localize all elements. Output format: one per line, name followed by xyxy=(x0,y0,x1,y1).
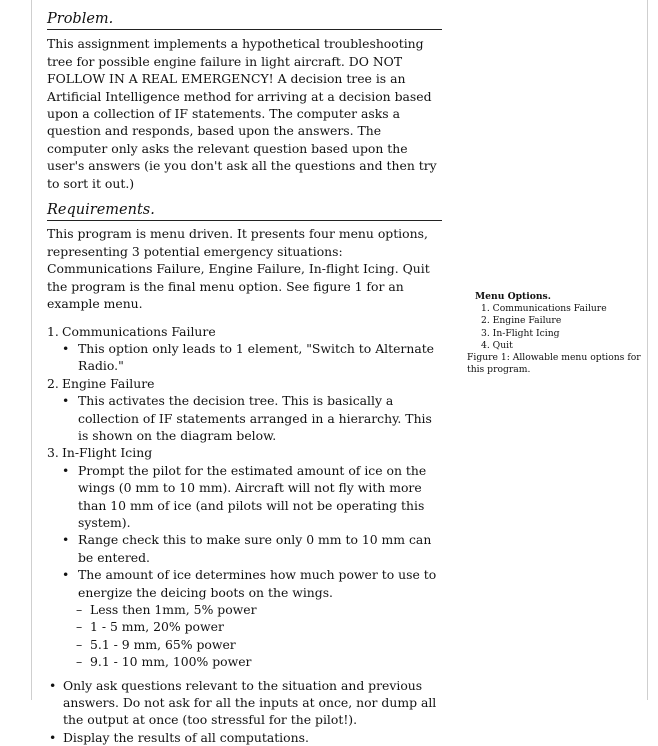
bullet-text: Display the results of all computations. xyxy=(63,729,442,746)
problem-paragraph: This assignment implements a hypothetical troubleshooting tree for possible engine failure in light aircraft. DO NOT FOLLOW IN A REAL EMERGENCY! A decision tree is an Artificial Intelligence method for arriving at a decision based upon a collection of IF statements. The computer asks a question and responds, based upon the answers. The computer only asks the relevant question based upon the user's answers (ie you don't ask all the questions and then try to sort it out.) xyxy=(47,35,442,192)
bullet-text: This activates the decision tree. This is basically a collection of IF statements arranged in a hierarchy. This is shown on the diagram below. xyxy=(78,392,442,444)
list-label: In-Flight Icing xyxy=(62,444,442,461)
bullet-text: This option only leads to 1 element, "Switch to Alternate Radio." xyxy=(78,340,442,375)
dash-icon: – xyxy=(47,653,90,670)
bullet-icon: • xyxy=(47,531,78,566)
sub-bullet xyxy=(47,566,442,601)
list-item xyxy=(47,444,442,461)
menu-option: 2. Engine Failure xyxy=(467,315,647,327)
figure-title: Menu Options. xyxy=(467,291,647,303)
problem-heading: Problem. xyxy=(47,11,442,30)
dash-text: Less then 1mm, 5% power xyxy=(90,601,442,618)
requirements-list xyxy=(47,323,442,746)
sub-bullet xyxy=(47,462,442,532)
menu-option: 1. Communications Failure xyxy=(467,303,647,315)
list-item xyxy=(47,323,442,340)
dash-text: 1 - 5 mm, 20% power xyxy=(90,618,442,635)
bullet-icon: • xyxy=(47,566,78,601)
sub-bullet xyxy=(47,392,442,444)
menu-option: 4. Quit xyxy=(467,340,647,352)
requirements-heading: Requirements. xyxy=(47,202,442,221)
dash-item xyxy=(47,618,442,635)
list-label: Communications Failure xyxy=(62,323,442,340)
bullet-icon: • xyxy=(47,340,78,375)
left-margin-rule xyxy=(31,0,32,700)
dash-icon: – xyxy=(47,618,90,635)
sub-bullet xyxy=(47,340,442,375)
right-margin-rule xyxy=(647,0,648,700)
figure-menu-options xyxy=(467,291,647,376)
bullet-text: Prompt the pilot for the estimated amount of ice on the wings (0 mm to 10 mm). Aircraft will not fly with more than 10 mm of ice (and pilots will not be operating this system). xyxy=(78,462,442,532)
bullet-text: The amount of ice determines how much power to use to energize the deicing boots on the wings. xyxy=(78,566,442,601)
bullet-icon: • xyxy=(47,462,78,532)
list-label: Engine Failure xyxy=(62,375,442,392)
menu-option: 3. In-Flight Icing xyxy=(467,328,647,340)
dash-text: 5.1 - 9 mm, 65% power xyxy=(90,636,442,653)
bullet-text: Range check this to make sure only 0 mm to 10 mm can be entered. xyxy=(78,531,442,566)
final-bullet xyxy=(47,729,442,746)
bullet-text: Only ask questions relevant to the situation and previous answers. Do not ask for all the inputs at once, nor dump all the output at once (too stressful for the pilot!). xyxy=(63,677,442,729)
bullet-icon: • xyxy=(47,392,78,444)
dash-item xyxy=(47,653,442,670)
requirements-paragraph: This program is menu driven. It presents four menu options, representing 3 potential emergency situations: Communications Failure, Engine Failure, In-flight Icing. Quit the program is the final menu option. See figure 1 for an example menu. xyxy=(47,225,442,312)
dash-item xyxy=(47,601,442,618)
document-body xyxy=(47,0,442,746)
list-item xyxy=(47,375,442,392)
dash-text: 9.1 - 10 mm, 100% power xyxy=(90,653,442,670)
final-bullet xyxy=(47,677,442,729)
dash-item xyxy=(47,636,442,653)
dash-icon: – xyxy=(47,601,90,618)
bullet-icon: • xyxy=(47,677,63,729)
list-number: 1. xyxy=(47,323,62,340)
list-number: 2. xyxy=(47,375,62,392)
sub-bullet xyxy=(47,531,442,566)
dash-icon: – xyxy=(47,636,90,653)
figure-caption: Figure 1: Allowable menu options for this program. xyxy=(467,352,647,376)
list-number: 3. xyxy=(47,444,62,461)
bullet-icon: • xyxy=(47,729,63,746)
